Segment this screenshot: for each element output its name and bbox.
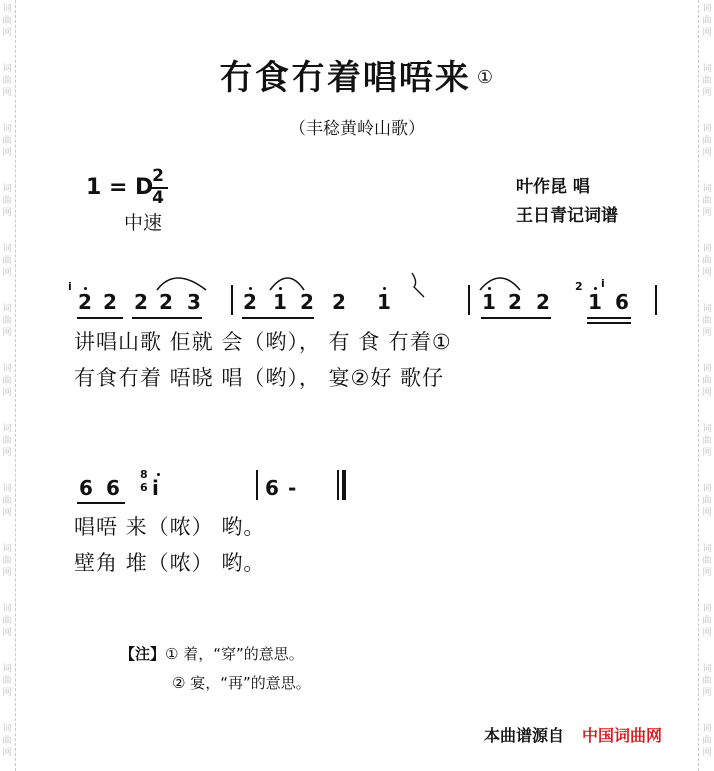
watermark-char: 网: [702, 748, 712, 758]
lyrics-line-2-verse-1: 唱唔 来（哝） 哟。: [74, 515, 266, 539]
annotation-block: [120, 643, 311, 692]
watermark-char: 网: [702, 508, 712, 518]
watermark-char: 曲: [2, 256, 12, 266]
watermark-char: 网: [2, 508, 12, 518]
watermark-char: 网: [2, 568, 12, 578]
watermark-char: 词: [2, 184, 12, 194]
note: 2: [159, 290, 173, 314]
watermark-char: 曲: [702, 76, 712, 86]
note: 2: [332, 290, 346, 314]
title-text: 冇食冇着唱唔来: [218, 58, 471, 98]
watermark-char: 曲: [2, 316, 12, 326]
watermark-char: 曲: [2, 196, 12, 206]
watermark-char: 网: [702, 148, 712, 158]
watermark-char: 网: [2, 748, 12, 758]
note: 2: [134, 290, 148, 314]
lyrics-line-1-verse-1: 讲唱山歌 佢就 会（哟）， 有 食 冇着①: [74, 330, 452, 354]
octave-dot: [157, 473, 160, 476]
watermark-char: 词: [702, 64, 712, 74]
watermark-char: 曲: [2, 136, 12, 146]
watermark-char: 曲: [702, 196, 712, 206]
annotation-label: 【注】: [120, 645, 166, 663]
beam: [77, 502, 125, 504]
watermark-char: 词: [702, 364, 712, 374]
note: 2: [300, 290, 314, 314]
tempo-marking: 中速: [124, 212, 163, 234]
final-bar-thick: [342, 470, 346, 500]
watermark-char: 曲: [702, 436, 712, 446]
note: i: [152, 476, 159, 500]
singer-credit: 叶作昆 唱: [516, 177, 590, 197]
note: 6: [106, 476, 120, 500]
time-signature-top: 2: [152, 166, 164, 186]
watermark-char: 词: [2, 484, 12, 494]
watermark-char: 词: [702, 124, 712, 134]
note: 2: [78, 290, 92, 314]
watermark-char: 网: [2, 268, 12, 278]
watermark-char: 网: [702, 628, 712, 638]
watermark-char: 曲: [2, 556, 12, 566]
lyrics-line-2-verse-2: 壁角 堆（哝） 哟。: [74, 551, 266, 575]
grace-note: i: [601, 277, 605, 290]
note: 2: [103, 290, 117, 314]
note: 2: [243, 290, 257, 314]
source-credit: [484, 723, 662, 746]
watermark-char: 曲: [702, 136, 712, 146]
watermark-char: 词: [702, 4, 712, 14]
note: -: [288, 476, 297, 500]
source-brand-link[interactable]: 中国词曲网: [582, 726, 663, 745]
watermark-char: 网: [2, 148, 12, 158]
grace-note: i: [68, 280, 72, 293]
watermark-char: 词: [702, 664, 712, 674]
transcriber-credit: 王日青记词谱: [516, 206, 618, 226]
watermark-char: 网: [702, 388, 712, 398]
watermark-char: 词: [2, 604, 12, 614]
grace-note: 8 6: [140, 468, 148, 494]
watermark-char: 曲: [702, 736, 712, 746]
bar-line: [231, 285, 233, 315]
watermark-char: 词: [2, 244, 12, 254]
watermark-char: 词: [2, 304, 12, 314]
watermark-char: 网: [702, 448, 712, 458]
watermark-char: 词: [2, 124, 12, 134]
watermark-char: 词: [2, 544, 12, 554]
watermark-char: 网: [2, 688, 12, 698]
note: 1: [273, 290, 287, 314]
watermark-char: 网: [2, 28, 12, 38]
watermark-char: 网: [2, 88, 12, 98]
watermark-char: 曲: [2, 496, 12, 506]
final-bar-thin: [337, 470, 339, 500]
source-label: 本曲谱源自: [484, 726, 565, 745]
watermark-char: 词: [702, 484, 712, 494]
watermark-char: 词: [2, 4, 12, 14]
watermark-char: 曲: [702, 256, 712, 266]
watermark-char: 网: [2, 448, 12, 458]
watermark-char: 曲: [702, 16, 712, 26]
watermark-char: 网: [702, 328, 712, 338]
watermark-char: 曲: [2, 76, 12, 86]
note: 2: [508, 290, 522, 314]
watermark-char: 曲: [702, 316, 712, 326]
note: 6: [265, 476, 279, 500]
watermark-char: 曲: [2, 436, 12, 446]
watermark-char: 词: [2, 424, 12, 434]
watermark-char: 网: [702, 28, 712, 38]
annotation-1: ① 着，“穿”的意思。: [165, 645, 304, 663]
watermark-char: 词: [2, 724, 12, 734]
watermark-char: 词: [2, 664, 12, 674]
note: 2: [536, 290, 550, 314]
watermark-char: 词: [702, 304, 712, 314]
watermark-char: 网: [2, 208, 12, 218]
watermark-char: 网: [702, 208, 712, 218]
note: 3: [187, 290, 201, 314]
watermark-char: 词: [2, 364, 12, 374]
annotation-2: ② 宴，“再”的意思。: [172, 674, 311, 692]
watermark-char: 网: [2, 328, 12, 338]
watermark-char: 词: [702, 244, 712, 254]
subtitle: （丰稔黄岭山歌）: [289, 119, 425, 139]
watermark-char: 曲: [702, 556, 712, 566]
watermark-char: 曲: [2, 736, 12, 746]
watermark-char: 曲: [2, 676, 12, 686]
time-signature-bottom: 4: [152, 188, 164, 208]
grace-note: 2: [575, 280, 583, 293]
watermark-char: 曲: [702, 676, 712, 686]
watermark-char: 词: [702, 724, 712, 734]
watermark-char: 词: [702, 544, 712, 554]
bar-line: [468, 285, 470, 315]
watermark-char: 词: [702, 604, 712, 614]
watermark-char: 网: [702, 688, 712, 698]
watermark-char: 词: [702, 184, 712, 194]
note: 1: [482, 290, 496, 314]
bar-line: [256, 470, 258, 500]
watermark-char: 网: [2, 628, 12, 638]
watermark-char: 曲: [702, 376, 712, 386]
note: 1: [588, 290, 602, 314]
watermark-char: 网: [702, 268, 712, 278]
watermark-char: 曲: [702, 496, 712, 506]
note: 6: [79, 476, 93, 500]
note: 6: [615, 290, 629, 314]
watermark-char: 网: [2, 388, 12, 398]
bar-line: [655, 285, 657, 315]
watermark-char: 曲: [702, 616, 712, 626]
watermark-char: 曲: [2, 16, 12, 26]
key-signature: 1 = D: [86, 175, 154, 200]
note: 1: [377, 290, 391, 314]
title-footnote-mark: ①: [476, 67, 496, 88]
lyrics-line-1-verse-2: 有食冇着 唔晓 唱（哟）， 宴②好 歌仔: [74, 366, 445, 390]
watermark-char: 词: [2, 64, 12, 74]
watermark-char: 词: [702, 424, 712, 434]
watermark-char: 网: [702, 568, 712, 578]
watermark-char: 曲: [2, 616, 12, 626]
watermark-char: 网: [702, 88, 712, 98]
watermark-char: 曲: [2, 376, 12, 386]
